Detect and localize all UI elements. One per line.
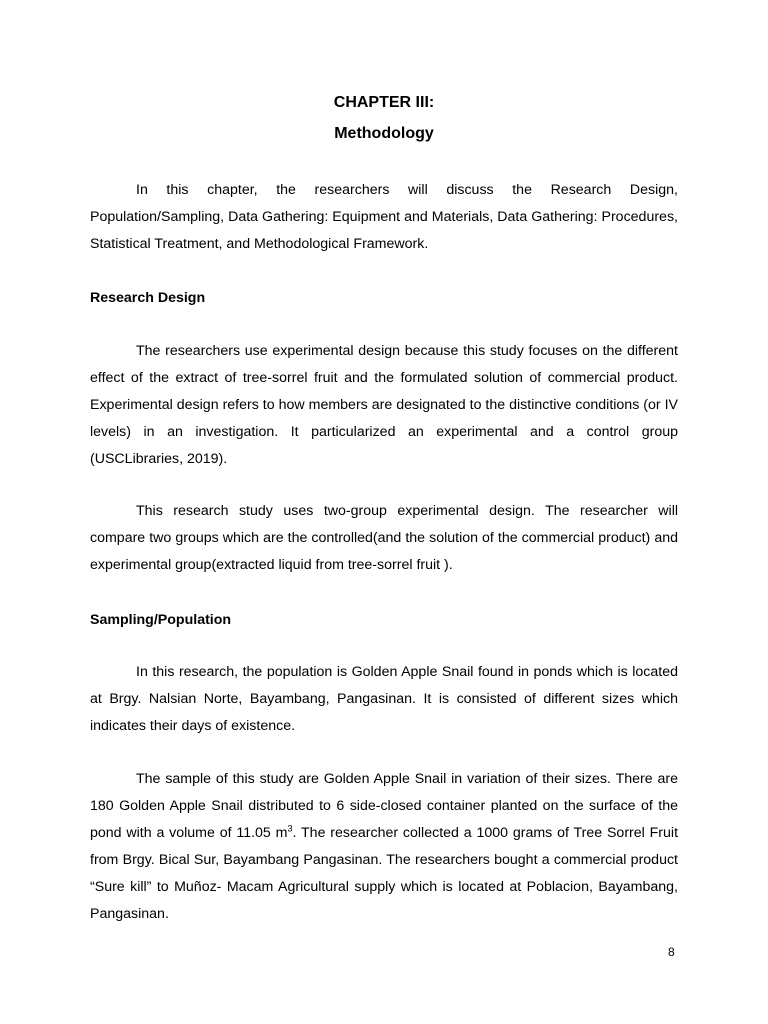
sampling-paragraph-2: [90, 766, 678, 928]
research-design-paragraph-1: The researchers use experimental design because this study focuses on the different effect of the extract of tree-sorrel fruit and the formulated solution of commercial product. Experimental design refers to how members are designated to the distinctive conditions (or IV levels) in an investigation. It particularized an experimental and a control group (USCLibraries, 2019).: [90, 343, 678, 467]
document-page: [90, 0, 678, 1024]
research-design-heading: Research Design: [90, 290, 206, 306]
sampling-heading: Sampling/Population: [90, 612, 232, 628]
page-number: 8: [668, 945, 675, 959]
research-design-paragraph-2: This research study uses two-group experimental design. The researcher will compare two groups which are the controlled(and the solution of the commercial product) and experimental group(extracted liquid from tree-sorrel fruit ).: [90, 503, 678, 573]
sampling-paragraph-2-text-b: . The researcher collected a 1000 grams of Tree Sorrel Fruit from Brgy. Bical Sur, Bayambang Pangasinan. The researchers bought a commercial product “Sure kill” to Muñoz- Macam Agricultural supply which is located at Poblacion, Bayambang, Pangasinan.: [90, 825, 679, 922]
chapter-title: CHAPTER III:: [333, 94, 435, 111]
superscript-exponent: 3: [287, 823, 293, 834]
chapter-subtitle: Methodology: [334, 125, 434, 142]
intro-paragraph: In this chapter, the researchers will discuss the Research Design, Population/Sampling, Data Gathering: Equipment and Materials, Data Gathering: Procedures, Statistical Treatment, and Methodological Framework.: [90, 182, 678, 252]
sampling-paragraph-1: In this research, the population is Golden Apple Snail found in ponds which is located at Brgy. Nalsian Norte, Bayambang, Pangasinan. It is consisted of different sizes which indicates their days of existence.: [90, 664, 678, 734]
sampling-paragraph-2-text-a: The sample of this study are Golden Apple Snail in variation of their sizes. There are 180 Golden Apple Snail distributed to 6 side-closed container planted on the surface of the pond with a volume of 11.05 m: [90, 771, 678, 841]
